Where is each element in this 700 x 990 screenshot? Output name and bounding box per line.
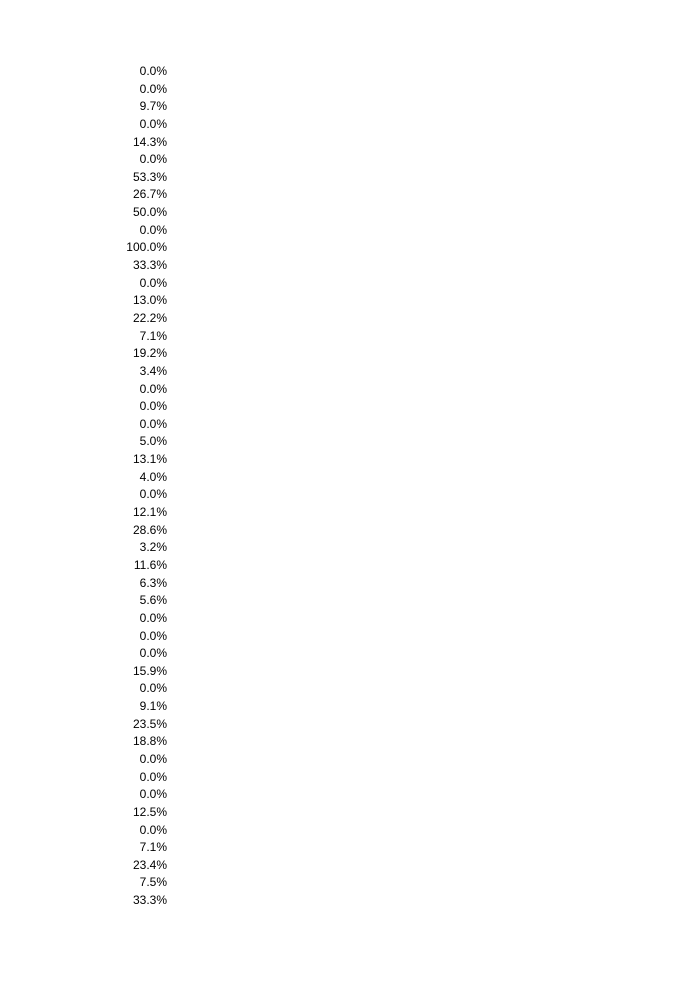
percentage-cell: 0.0% [139,751,167,766]
percentage-cell: 28.6% [132,522,167,537]
percentage-cell: 26.7% [132,187,167,202]
percentage-cell: 0.0% [139,822,167,837]
percentage-cell: 53.3% [132,169,167,184]
percentage-cell: 13.1% [132,452,167,467]
percentage-cell: 5.0% [139,434,167,449]
percentage-cell: 3.2% [139,540,167,555]
percentage-cell: 7.5% [139,875,167,890]
percentage-cell: 0.0% [139,681,167,696]
percentage-cell: 0.0% [139,646,167,661]
percentage-cell: 50.0% [132,205,167,220]
percentage-cell: 5.6% [139,593,167,608]
percentage-cell: 14.3% [132,134,167,149]
percentage-cell: 13.0% [132,293,167,308]
percentage-cell: 7.1% [139,328,167,343]
percentage-cell: 0.0% [139,487,167,502]
percentage-cell: 0.0% [139,610,167,625]
percentage-cell: 12.1% [132,505,167,520]
percentage-cell: 0.0% [139,399,167,414]
percentage-cell: 0.0% [139,116,167,131]
percentage-cell: 0.0% [139,81,167,96]
percentage-cell: 9.1% [139,699,167,714]
percentage-cell: 0.0% [139,628,167,643]
percentage-cell: 3.4% [139,363,167,378]
percentage-cell: 12.5% [132,804,167,819]
percentage-cell: 18.8% [132,734,167,749]
percentage-column [100,63,167,910]
percentage-cell: 6.3% [139,575,167,590]
percentage-cell: 19.2% [132,346,167,361]
percentage-cell: 33.3% [132,893,167,908]
percentage-cell: 9.7% [139,99,167,114]
percentage-cell: 0.0% [139,381,167,396]
percentage-cell: 0.0% [139,152,167,167]
percentage-cell: 0.0% [139,64,167,78]
percentage-cell: 0.0% [139,416,167,431]
percentage-cell: 0.0% [139,222,167,237]
percentage-cell: 0.0% [139,787,167,802]
percentage-cell: 23.4% [132,857,167,872]
percentage-cell: 11.6% [133,557,167,572]
percentage-cell: 22.2% [132,310,167,325]
percentage-cell: 4.0% [139,469,167,484]
percentage-cell: 100.0% [126,240,167,255]
percentage-cell: 0.0% [139,275,167,290]
percentage-cell: 0.0% [139,769,167,784]
percentage-cell: 7.1% [139,840,167,855]
percentage-cell: 33.3% [132,258,167,273]
percentage-cell: 23.5% [132,716,167,731]
percentage-cell: 15.9% [132,663,167,678]
